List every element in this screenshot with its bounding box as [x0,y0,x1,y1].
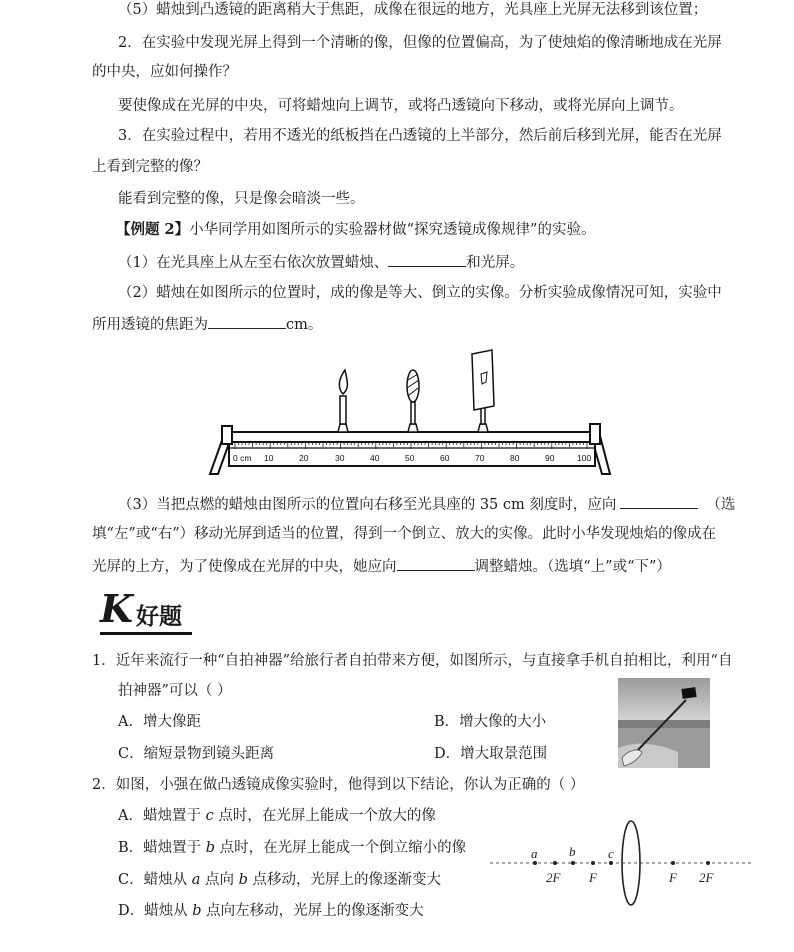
problem-2-option-c[interactable] [118,870,441,890]
candle-icon [338,370,348,432]
label-f-right: F [669,870,677,885]
label-f-left: F [589,870,597,885]
bench-tick-label: 10 [264,453,274,463]
part-3-text-a: （3）当把点燃的蜡烛由图所示的位置向右移至光具座的 35 cm 刻度时，应向 [118,497,617,513]
part-3-text-e: 调整蜡烛。（选填“上”或“下”） [474,559,671,575]
option-d-text-2: 点向左移动，光屏上的像逐渐变大 [201,903,424,919]
option-a-text-1: A．蜡烛置于 [118,808,206,824]
part-3-text-d: 光屏的上方，为了使像成在光屏的中央，她应向 [92,559,397,575]
bench-tick-label: 60 [440,453,450,463]
point-2f-left-dot [553,861,557,865]
label-b: b [569,844,576,859]
point-a-dot [533,861,537,865]
example-2-text: 小华同学用如图所示的实验器材做“探究透镜成像规律”的实验。 [189,222,596,238]
problem-2-option-d[interactable] [118,901,424,921]
option-d-text-1: D．蜡烛从 [118,903,193,919]
point-f-right-dot [671,861,675,865]
part-2-text-b: 所用透镜的焦距为 [92,317,208,333]
selfie-stick-photo [618,678,710,768]
section-underline [100,632,192,635]
example-2-part-2-line-2 [92,314,322,335]
example-2-tag: 【例题 2】 [116,221,190,238]
problem-1-stem-line-2: 拍神器”可以（ ） [118,683,232,699]
example-2-part-3-line-3 [92,556,671,577]
question-2-line-1: 2．在实验中发现光屏上得到一个清晰的像，但像的位置偏高，为了使烛焰的像清晰地成在光屏 [118,35,722,51]
answer-3: 能看到完整的像，只是像会暗淡一些。 [118,191,365,207]
bench-tick-label: 70 [475,453,485,463]
bench-tick-label: 40 [370,453,380,463]
option-a-var: c [205,808,214,824]
part-1-text-b: 和光屏。 [466,255,525,271]
bench-tick-label: 90 [545,453,555,463]
question-2-line-2: 的中央，应如何操作？ [92,64,237,80]
section-letter: K [100,586,133,631]
option-c-text-2: 点向 [200,872,239,888]
example-2-part-2-line-1: （2）蜡烛在如图所示的位置时，成的像是等大、倒立的实像。分析实验成像情况可知，实验中 [118,285,722,301]
label-c: c [608,846,614,861]
option-b-text-1: B．蜡烛置于 [118,840,206,856]
option-a-text-2: 点时，在光屏上能成一个放大的像 [213,808,436,824]
question-3-line-2: 上看到完整的像？ [92,159,208,175]
problem-1-option-a[interactable]: A．增大像距 [118,714,201,730]
point-b-dot [571,861,575,865]
option-c-text-3: 点移动，光屏上的像逐渐变大 [247,872,441,888]
convex-lens-icon [407,370,419,432]
bench-tick-label: 100 [577,453,592,463]
lens-diagram [490,820,752,920]
part-3-text-b: （选 [706,497,736,513]
example-2-heading [116,220,595,240]
part-3-answer-blank-2[interactable] [397,556,475,571]
bench-tick-label: 0 cm [233,453,252,463]
part-1-answer-blank[interactable] [388,252,466,267]
example-2-part-3-line-1 [118,494,735,515]
answer-2: 要使像成在光屏的中央，可将蜡烛向上调节，或将凸透镜向下移动，或将光屏向上调节。 [118,98,684,114]
example-2-part-3-line-2: 填“左”或“右”）移动光屏到适当的位置，得到一个倒立、放大的实像。此时小华发现烛焰的像成在 [92,526,717,542]
text-line-1: （5）蜡烛到凸透镜的距离稍大于焦距，成像在很远的地方，光具座上光屏无法移到该位置； [118,2,708,18]
point-c-dot [609,861,613,865]
label-a: a [531,846,538,861]
problem-1-option-c[interactable]: C．缩短景物到镜头距离 [118,746,275,762]
bench-tick-label: 80 [510,453,520,463]
part-3-answer-blank-1[interactable] [620,494,698,509]
bench-tick-label: 30 [335,453,345,463]
point-f-left-dot [591,861,595,865]
option-c-var-2: b [238,872,248,888]
label-2f-right: 2F [699,870,714,885]
problem-1-option-d[interactable]: D．增大取景范围 [434,746,548,762]
problem-2-option-b[interactable] [118,838,466,858]
optical-bench-figure [205,346,615,481]
question-3-line-1: 3．在实验过程中，若用不透光的纸板挡在凸透镜的上半部分，然后前后移到光屏，能否在光屏 [118,128,722,144]
problem-2-option-a[interactable] [118,806,436,826]
problem-1-stem-line-1: 1．近年来流行一种“自拍神器”给旅行者自拍带来方便，如图所示，与直接拿手机自拍相比，利用“自 [92,653,733,669]
label-2f-left: 2F [546,870,561,885]
problem-2-stem: 2．如图，小强在做凸透镜成像实验时，他得到以下结论，你认为正确的（ ） [92,777,585,793]
section-title-text: 好题 [136,604,182,630]
bench-tick-label: 20 [299,453,309,463]
point-2f-right-dot [706,861,710,865]
part-2-answer-blank[interactable] [208,314,286,329]
example-2-part-1 [118,252,524,273]
option-c-var-1: a [191,872,201,888]
option-c-text-1: C．蜡烛从 [118,872,192,888]
option-d-var: b [192,903,202,919]
problem-1-option-b[interactable]: B．增大像的大小 [434,714,547,730]
option-b-text-2: 点时，在光屏上能成一个倒立缩小的像 [215,840,467,856]
part-2-text-c: cm。 [286,317,323,333]
option-b-var: b [205,840,216,856]
section-title [100,586,195,634]
screen-icon [472,350,494,432]
bench-tick-label: 50 [405,453,415,463]
part-1-text-a: （1）在光具座上从左至右依次放置蜡烛、 [118,255,389,271]
